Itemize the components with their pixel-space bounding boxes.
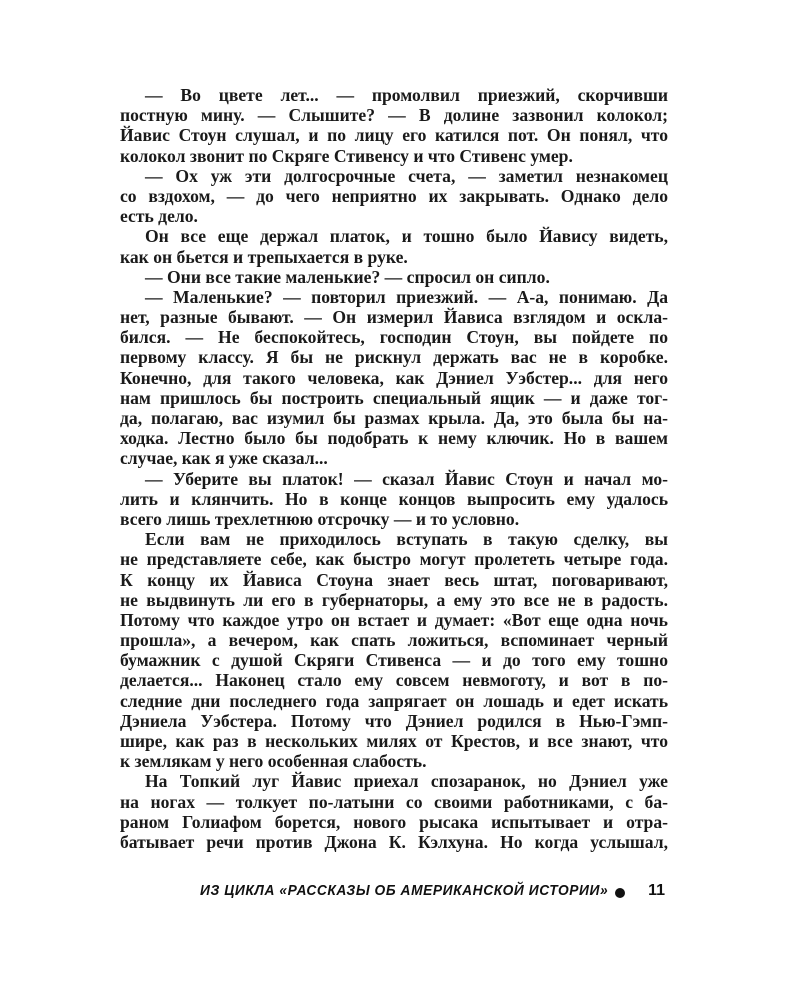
- text-line: постную мину. — Слышите? — В долине зазвонил колокол;: [120, 105, 668, 126]
- text-line: колокол звонит по Скряге Стивенсу и что Стивенс умер.: [120, 145, 573, 166]
- text-line: Йавис Стоун слушал, и по лицу его катился пот. Он понял, что: [120, 125, 668, 146]
- text-line: на ногах — толкует по-латыни со своими работниками, с ба-: [120, 791, 668, 812]
- text-line: лить и клянчить. Но в конце концов выпросить ему удалось: [120, 488, 668, 509]
- text-line: — Уберите вы платок! — сказал Йавис Стоун и начал мо-: [145, 468, 668, 489]
- bullet-separator-icon: [615, 888, 625, 898]
- text-line: шире, как раз в нескольких милях от Крестов, и все знают, что: [120, 731, 668, 751]
- text-line: Дэниела Уэбстера. Потому что Дэниел родился в Нью-Гэмп-: [120, 710, 668, 731]
- text-line: нам пришлось бы построить специальный ящик — и даже тог-: [120, 387, 668, 408]
- text-line: нет, разные бывают. — Он измерил Йависа взглядом и оскла-: [120, 307, 668, 328]
- text-line: раном Голиафом борется, нового рысака испытывает и отра-: [120, 811, 668, 832]
- text-line: всего лишь трехлетнюю отсрочку — и то условно.: [120, 508, 520, 529]
- text-line: следние дни последнего года запрягает он лошадь и едет искать: [120, 690, 668, 711]
- text-line: к землякам у него особенная слабость.: [120, 751, 427, 772]
- text-line: не выдвинуть ли его в губернаторы, а ему это все не в радость.: [120, 589, 668, 610]
- text-line: Он все еще держал платок, и тошно было Йавису видеть,: [145, 226, 668, 247]
- text-line: прошла», а вечером, как спать ложиться, вспоминает черный: [120, 630, 668, 651]
- page-number: 11: [648, 882, 665, 899]
- text-line: бился. — Не беспокойтесь, господин Стоун, вы пойдете по: [120, 327, 668, 348]
- text-line: бумажник с душой Скряги Стивенса — и до того ему тошно: [120, 650, 668, 671]
- text-line: случае, как я уже сказал...: [120, 448, 328, 469]
- text-line: первому классу. Я бы не рискнул держать вас не в коробке.: [120, 347, 668, 368]
- text-line: да, полагаю, вас изумил бы размах крыла. Да, это была бы на-: [120, 408, 668, 428]
- text-line: Если вам не приходилось вступать в такую сделку, вы: [145, 529, 668, 550]
- text-line: К концу их Йависа Стоуна знает весь штат, поговаривают,: [120, 569, 668, 590]
- text-line: не представляете себе, как быстро могут пролететь четыре года.: [120, 549, 668, 570]
- text-line: как он бьется и трепыхается в руке.: [120, 246, 408, 267]
- text-line: ходка. Лестно было бы подобрать к нему ключик. Но в вашем: [120, 428, 668, 449]
- text-line: Конечно, для такого человека, как Дэниел Уэбстер... для него: [120, 367, 668, 388]
- text-line: — Они все такие маленькие? — спросил он сипло.: [145, 266, 550, 287]
- page-footer: [200, 880, 665, 906]
- text-line: — Маленькие? — повторил приезжий. — А-а, понимаю. Да: [145, 286, 668, 307]
- text-line: есть дело.: [120, 206, 198, 227]
- text-line: На Топкий луг Йавис приехал спозаранок, но Дэниел уже: [145, 771, 668, 792]
- text-line: Потому что каждое утро он встает и думает: «Вот еще одна ночь: [120, 609, 668, 630]
- text-line: — Ох уж эти долгосрочные счета, — заметил незнакомец: [145, 165, 668, 186]
- text-line: — Во цвете лет... — промолвил приезжий, скорчивши: [145, 85, 668, 105]
- running-head: ИЗ ЦИКЛА «РАССКАЗЫ ОБ АМЕРИКАНСКОЙ ИСТОРИИ»: [200, 883, 609, 899]
- text-line: батывает речи против Джона К. Кэлхуна. Но когда услышал,: [120, 831, 668, 852]
- body-text: [120, 85, 668, 852]
- text-line: со вздохом, — до чего неприятно их закрывать. Однако дело: [120, 185, 668, 206]
- text-line: делается... Наконец стало ему совсем невмоготу, и вот в по-: [120, 670, 668, 691]
